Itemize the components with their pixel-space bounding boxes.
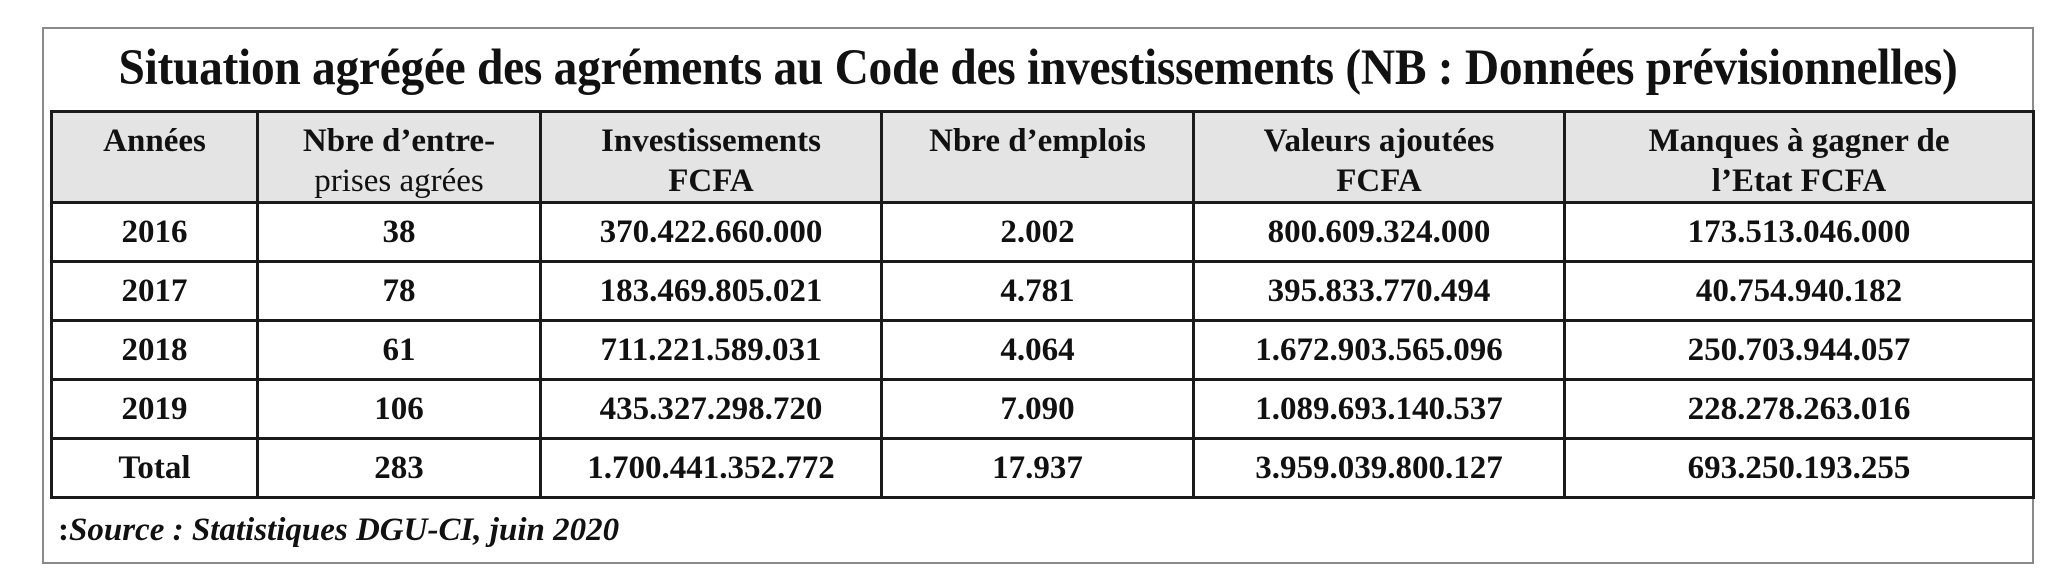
- cell-companies: 106: [258, 380, 541, 439]
- cell-investments: 1.700.441.352.772: [541, 439, 882, 498]
- cell-year: 2018: [52, 321, 258, 380]
- cell-companies: 78: [258, 262, 541, 321]
- table-row: [52, 203, 2034, 262]
- source-text: Source : Statistiques DGU-CI, juin 2020: [69, 512, 620, 548]
- source-prefix: :: [58, 512, 69, 548]
- cell-companies: 38: [258, 203, 541, 262]
- cell-jobs: 4.064: [882, 321, 1194, 380]
- header-row: [52, 112, 2034, 203]
- cell-companies: 283: [258, 439, 541, 498]
- header-value-added: Valeurs ajoutées FCFA: [1194, 112, 1565, 203]
- table-title: Situation agrégée des agréments au Code des investissements (NB : Données prévisionnelles): [118, 40, 1958, 96]
- header-jobs: Nbre d’emplois: [882, 112, 1194, 203]
- cell-state-shortfall: 40.754.940.182: [1565, 262, 2034, 321]
- cell-jobs: 2.002: [882, 203, 1194, 262]
- cell-investments: 435.327.298.720: [541, 380, 882, 439]
- cell-jobs: 7.090: [882, 380, 1194, 439]
- cell-state-shortfall: 173.513.046.000: [1565, 203, 2034, 262]
- cell-year: 2016: [52, 203, 258, 262]
- total-row: [52, 439, 2034, 498]
- cell-value-added: 800.609.324.000: [1194, 203, 1565, 262]
- header-years: Années: [52, 112, 258, 203]
- cell-jobs: 17.937: [882, 439, 1194, 498]
- table-row: [52, 321, 2034, 380]
- header-state-shortfall: Manques à gagner de l’Etat FCFA: [1565, 112, 2034, 203]
- cell-state-shortfall: 250.703.944.057: [1565, 321, 2034, 380]
- cell-year: 2017: [52, 262, 258, 321]
- cell-investments: 370.422.660.000: [541, 203, 882, 262]
- table-row: [52, 380, 2034, 439]
- cell-value-added: 1.089.693.140.537: [1194, 380, 1565, 439]
- header-companies: Nbre d’entre- prises agrées: [258, 112, 541, 203]
- header-investments: Investissements FCFA: [541, 112, 882, 203]
- cell-value-added: 3.959.039.800.127: [1194, 439, 1565, 498]
- cell-year: 2019: [52, 380, 258, 439]
- cell-value-added: 1.672.903.565.096: [1194, 321, 1565, 380]
- investment-table: [50, 110, 2035, 499]
- cell-year: Total: [52, 439, 258, 498]
- cell-value-added: 395.833.770.494: [1194, 262, 1565, 321]
- table-row: [52, 262, 2034, 321]
- cell-investments: 711.221.589.031: [541, 321, 882, 380]
- cell-state-shortfall: 228.278.263.016: [1565, 380, 2034, 439]
- cell-companies: 61: [258, 321, 541, 380]
- cell-state-shortfall: 693.250.193.255: [1565, 439, 2034, 498]
- cell-jobs: 4.781: [882, 262, 1194, 321]
- cell-investments: 183.469.805.021: [541, 262, 882, 321]
- source-note: [58, 512, 619, 549]
